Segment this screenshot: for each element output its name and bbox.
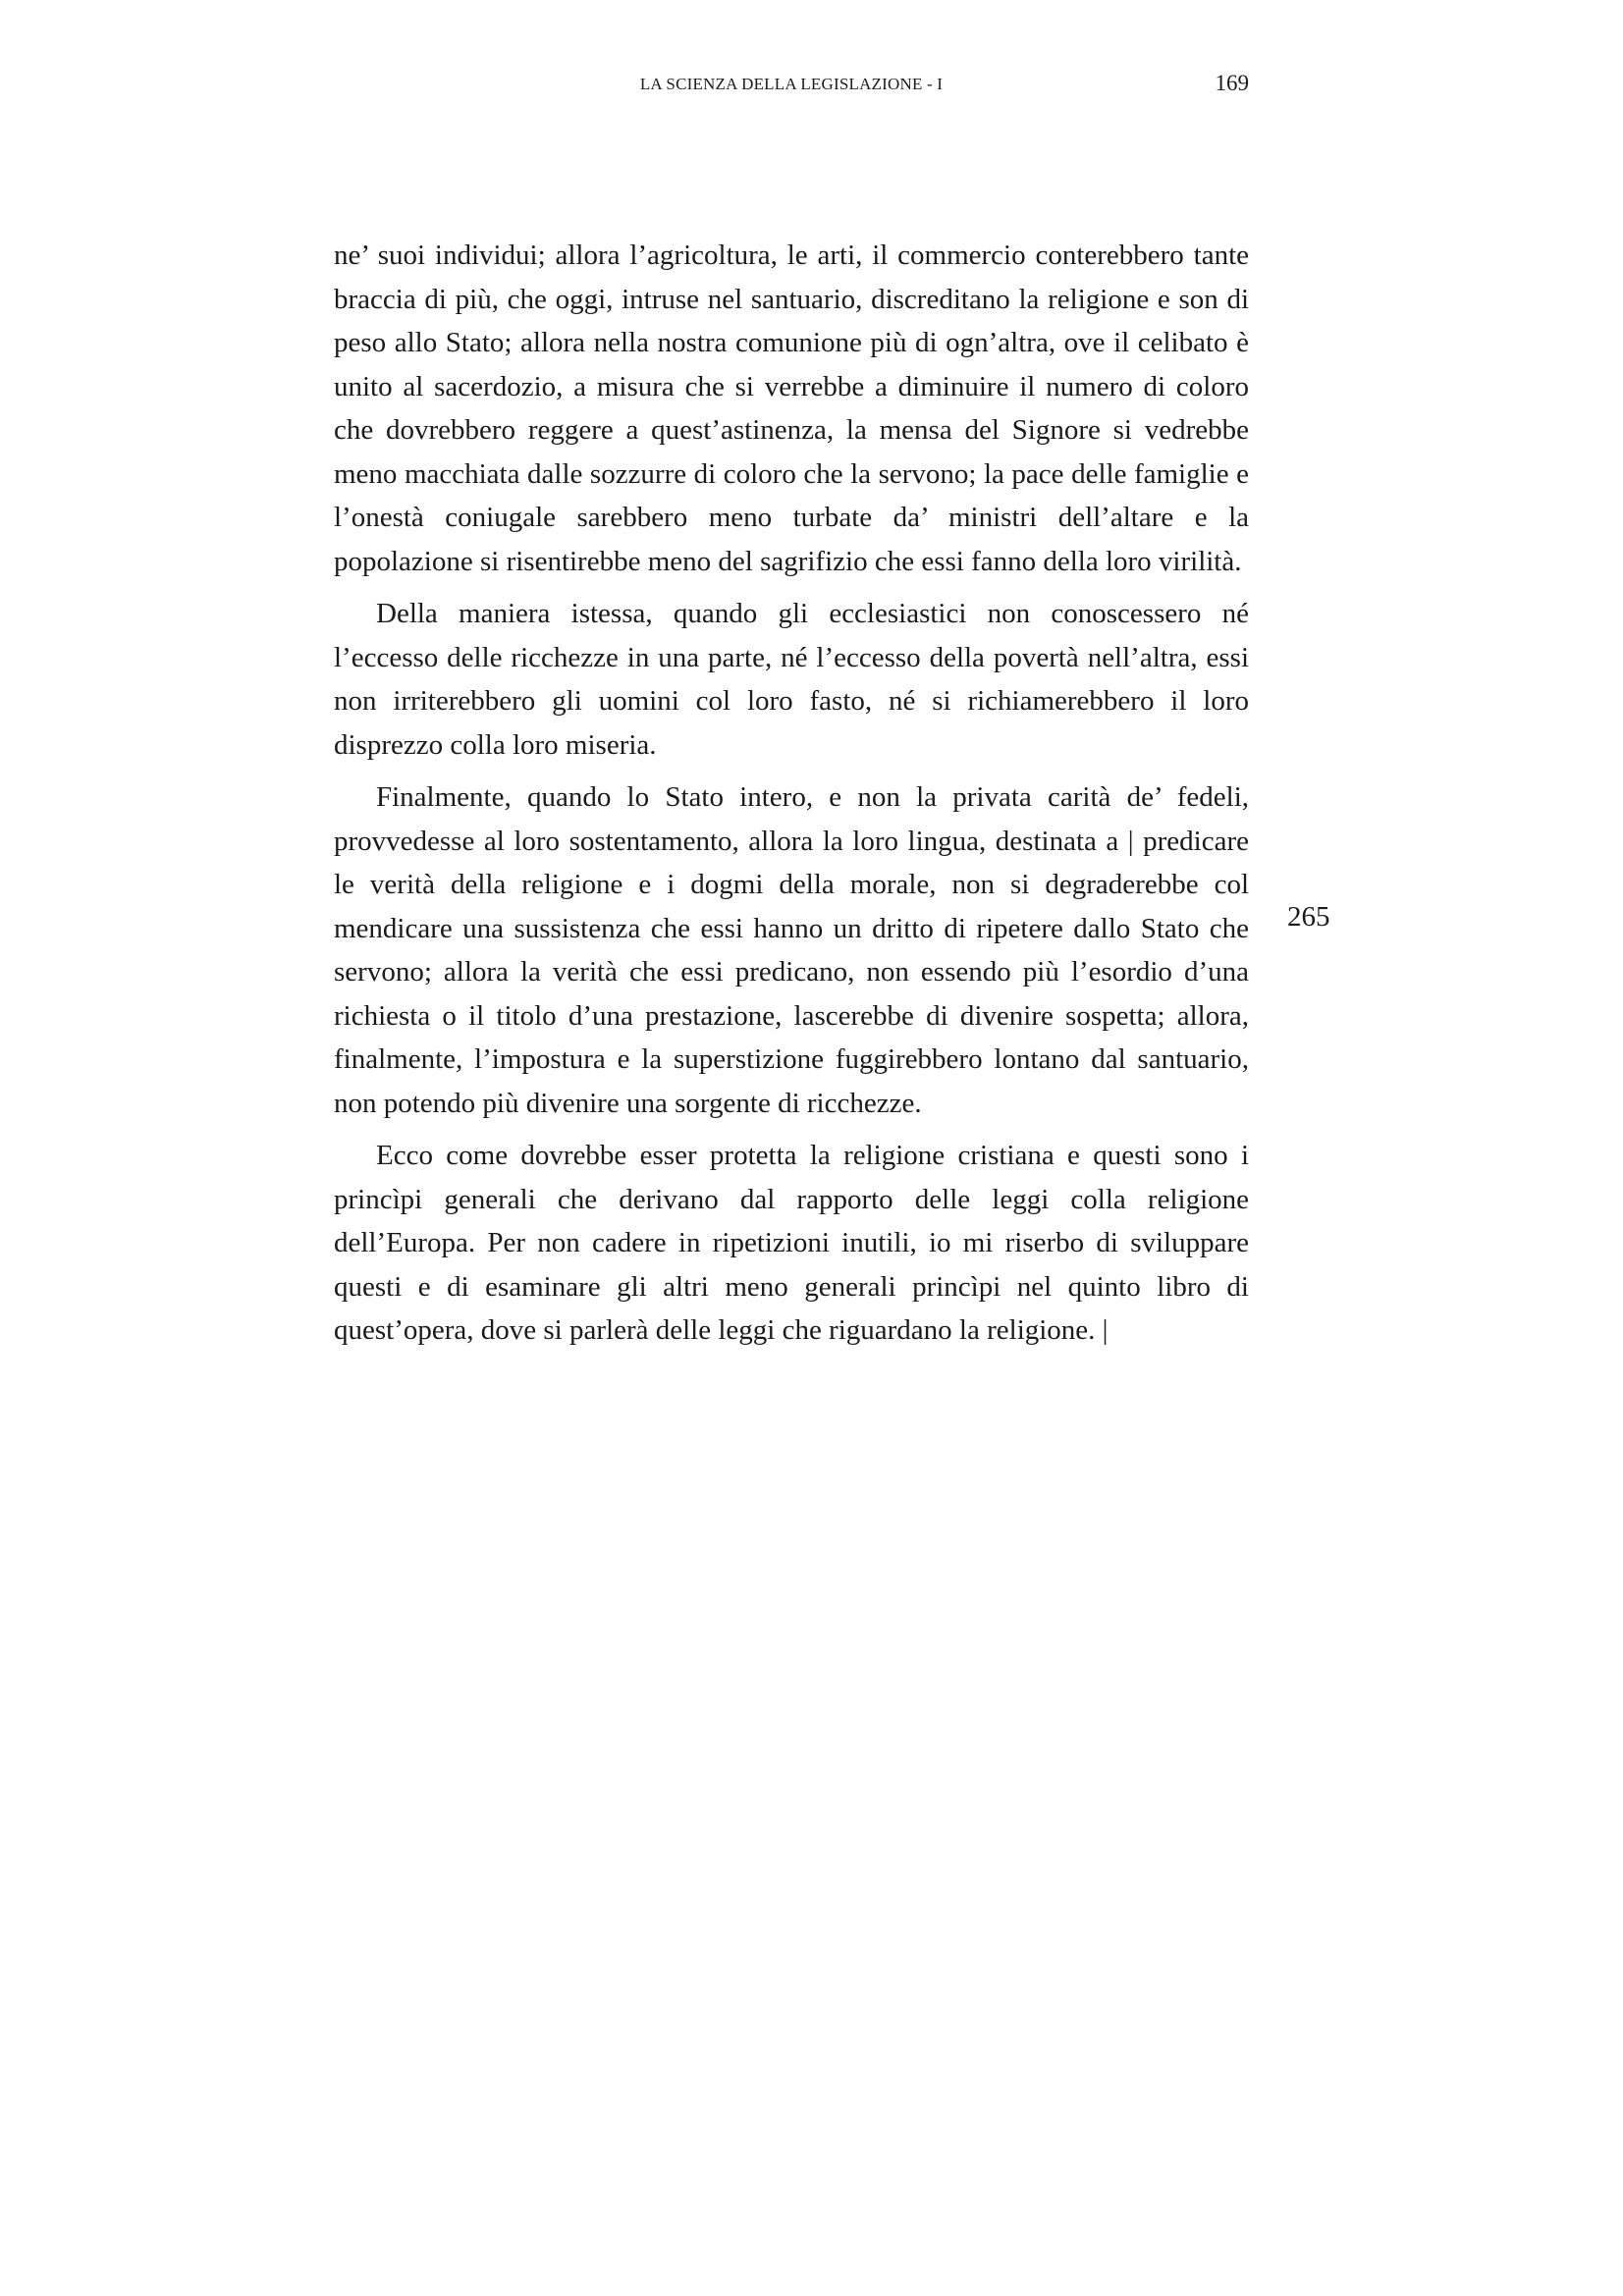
page-number: 169 — [1215, 71, 1249, 95]
running-header — [334, 71, 1249, 104]
paragraph: Finalmente, quando lo Stato intero, e non la privata carità de’ fedeli, provvedesse al loro sostentamento, allora la loro lingua, destinata a | predicare le verità della religione e i dogmi della morale, non si degraderebbe col mendicare una sussistenza che essi hanno un dritto di ripetere dallo Stato che servono; allora la verità che essi predicano, non essendo più l’esordio d’una richiesta o il titolo d’una prestazione, lascerebbe di divenire sospetta; allora, finalmente, l’impostura e la superstizione fuggirebbero lontano dal santuario, non potendo più divenire una sorgente di ricchezze. — [334, 781, 1249, 1119]
margin-page-reference: 265 — [1287, 901, 1330, 933]
running-title: LA SCIENZA DELLA LEGISLAZIONE - I — [639, 75, 944, 93]
paragraph: Ecco come dovrebbe esser protetta la religione cristiana e questi sono i princìpi generali che derivano dal rapporto delle leggi colla religione dell’Europa. Per non cadere in ripetizioni inutili, io mi riserbo di sviluppare questi e di esaminare gli altri meno generali princìpi nel quinto libro di quest’opera, dove si parlerà delle leggi che riguardano la religione. | — [334, 1140, 1249, 1346]
paragraph: Della maniera istessa, quando gli ecclesiastici non conoscessero né l’eccesso delle ricchezze in una parte, né l’eccesso della povertà nell’altra, essi non irriterebbero gli uomini col loro fasto, né si richiamerebbero il loro disprezzo colla loro miseria. — [334, 598, 1249, 761]
paragraph: ne’ suoi individui; allora l’agricoltura, le arti, il commercio conterebbero tante braccia di più, che oggi, intruse nel santuario, discreditano la religione e son di peso allo Stato; allora nella nostra comunione più di ogn’altra, ove il celibato è unito al sacerdozio, a misura che si verrebbe a diminuire il numero di coloro che dovrebbero reggere a quest’astinenza, la mensa del Signore si vedrebbe meno macchiata dalle sozzurre di coloro che la servono; la pace delle famiglie e l’onestà coniugale sarebbero meno turbate da’ ministri dell’altare e la popolazione si risentirebbe meno del sagrifizio che essi fanno della loro virilità. — [334, 240, 1249, 577]
body-text — [334, 234, 1249, 1362]
